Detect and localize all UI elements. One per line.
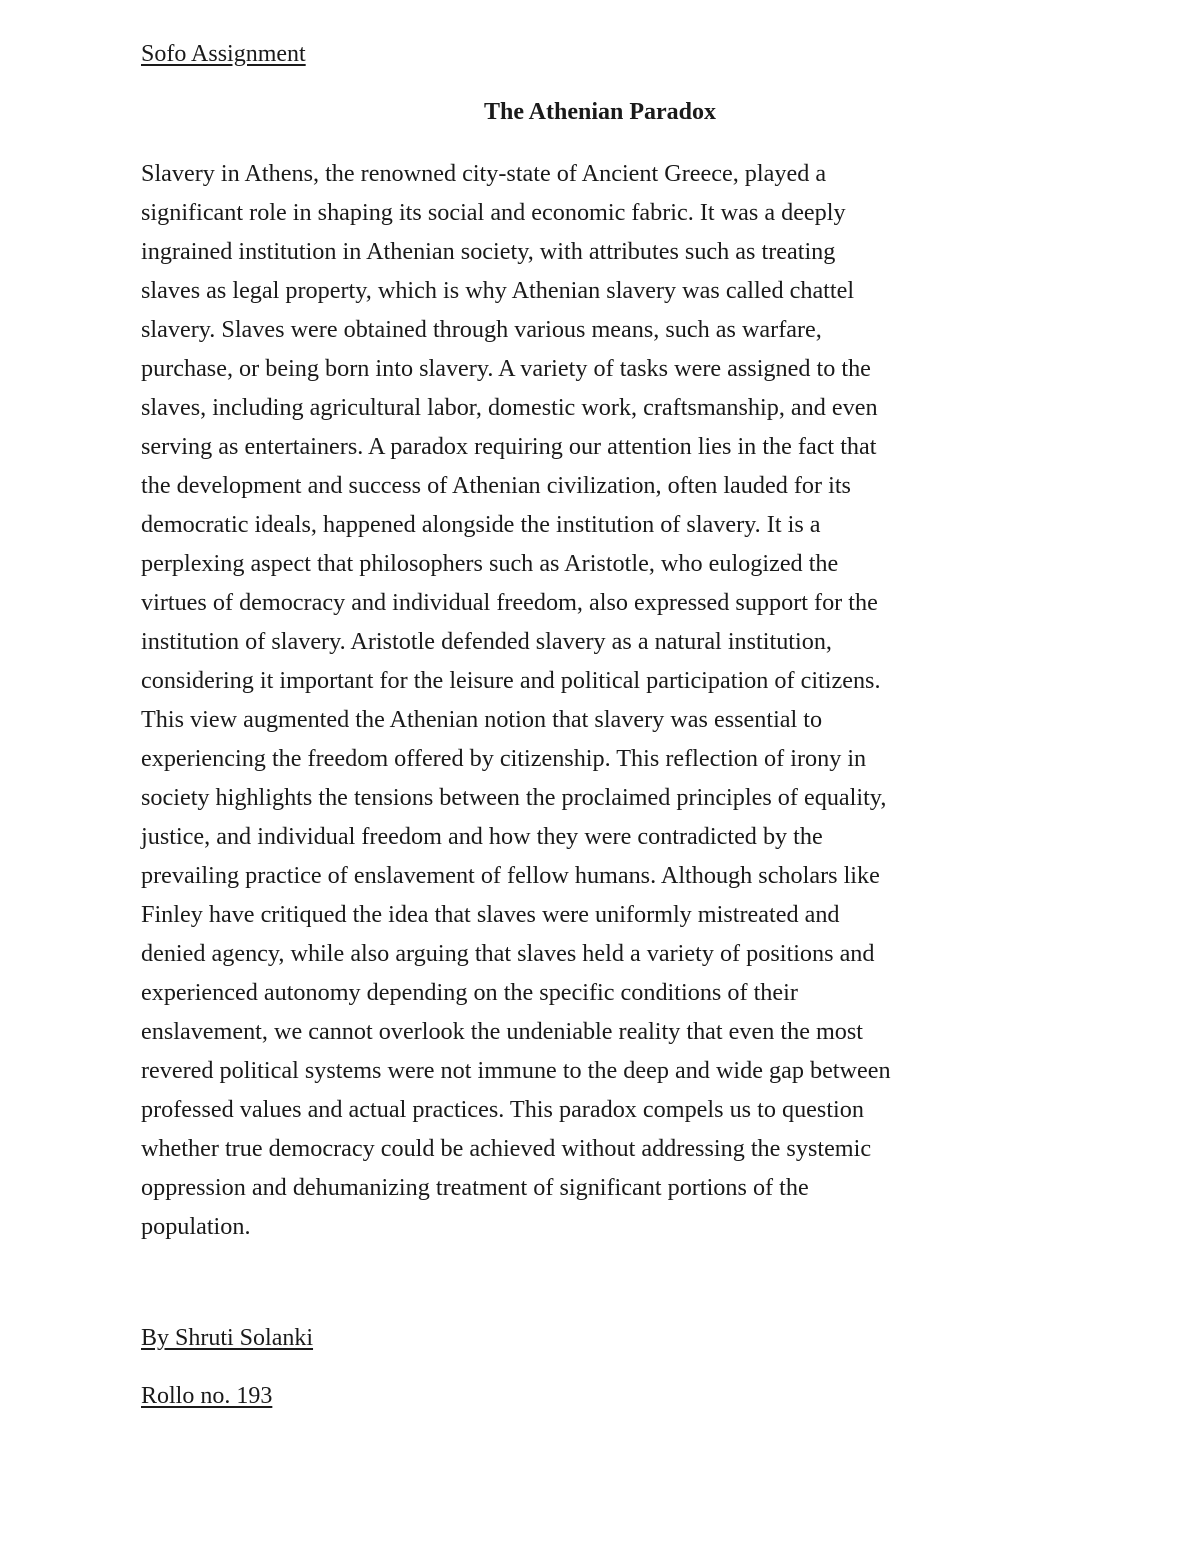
body-line: Finley have critiqued the idea that slaves were uniformly mistreated and (141, 901, 840, 928)
roll-number: Rollo no. 193 (141, 1383, 273, 1409)
body-line: considering it important for the leisure and political participation of citizens. (141, 667, 881, 694)
body-line: ingrained institution in Athenian society, with attributes such as treating (141, 238, 836, 265)
body-line: professed values and actual practices. This paradox compels us to question (141, 1096, 864, 1123)
body-line: population. (141, 1213, 251, 1240)
body-line: slaves as legal property, which is why Athenian slavery was called chattel (141, 277, 855, 304)
body-line: This view augmented the Athenian notion that slavery was essential to (141, 706, 823, 733)
body-line: purchase, or being born into slavery. A variety of tasks were assigned to the (141, 355, 871, 382)
body-line: enslavement, we cannot overlook the undeniable reality that even the most (141, 1018, 864, 1045)
body-line: experiencing the freedom offered by citizenship. This reflection of irony in (141, 745, 867, 772)
body-line: Slavery in Athens, the renowned city-state of Ancient Greece, played a (141, 160, 827, 187)
body-line: significant role in shaping its social and economic fabric. It was a deeply (141, 199, 846, 226)
body-line: democratic ideals, happened alongside the institution of slavery. It is a (141, 511, 821, 538)
assignment-label: Sofo Assignment (141, 41, 306, 67)
body-line: institution of slavery. Aristotle defended slavery as a natural institution, (141, 628, 832, 655)
body-line: the development and success of Athenian civilization, often lauded for its (141, 472, 851, 499)
body-line: slavery. Slaves were obtained through various means, such as warfare, (141, 316, 822, 343)
body-line: serving as entertainers. A paradox requiring our attention lies in the fact that (141, 433, 877, 460)
body-line: revered political systems were not immune to the deep and wide gap between (141, 1057, 891, 1084)
body-line: society highlights the tensions between the proclaimed principles of equality, (141, 784, 887, 811)
body-line: prevailing practice of enslavement of fellow humans. Although scholars like (141, 862, 880, 889)
body-line: perplexing aspect that philosophers such as Aristotle, who eulogized the (141, 550, 839, 577)
document-title: The Athenian Paradox (483, 99, 717, 125)
author-name: By Shruti Solanki (141, 1325, 314, 1351)
body-line: whether true democracy could be achieved without addressing the systemic (141, 1135, 872, 1162)
body-paragraph (141, 154, 1059, 1246)
body-line: slaves, including agricultural labor, domestic work, craftsmanship, and even (141, 394, 878, 421)
body-line: oppression and dehumanizing treatment of significant portions of the (141, 1174, 809, 1201)
body-line: justice, and individual freedom and how they were contradicted by the (141, 823, 823, 850)
body-line: experienced autonomy depending on the specific conditions of their (141, 979, 798, 1006)
body-line: virtues of democracy and individual freedom, also expressed support for the (141, 589, 878, 616)
body-line: denied agency, while also arguing that slaves held a variety of positions and (141, 940, 875, 967)
